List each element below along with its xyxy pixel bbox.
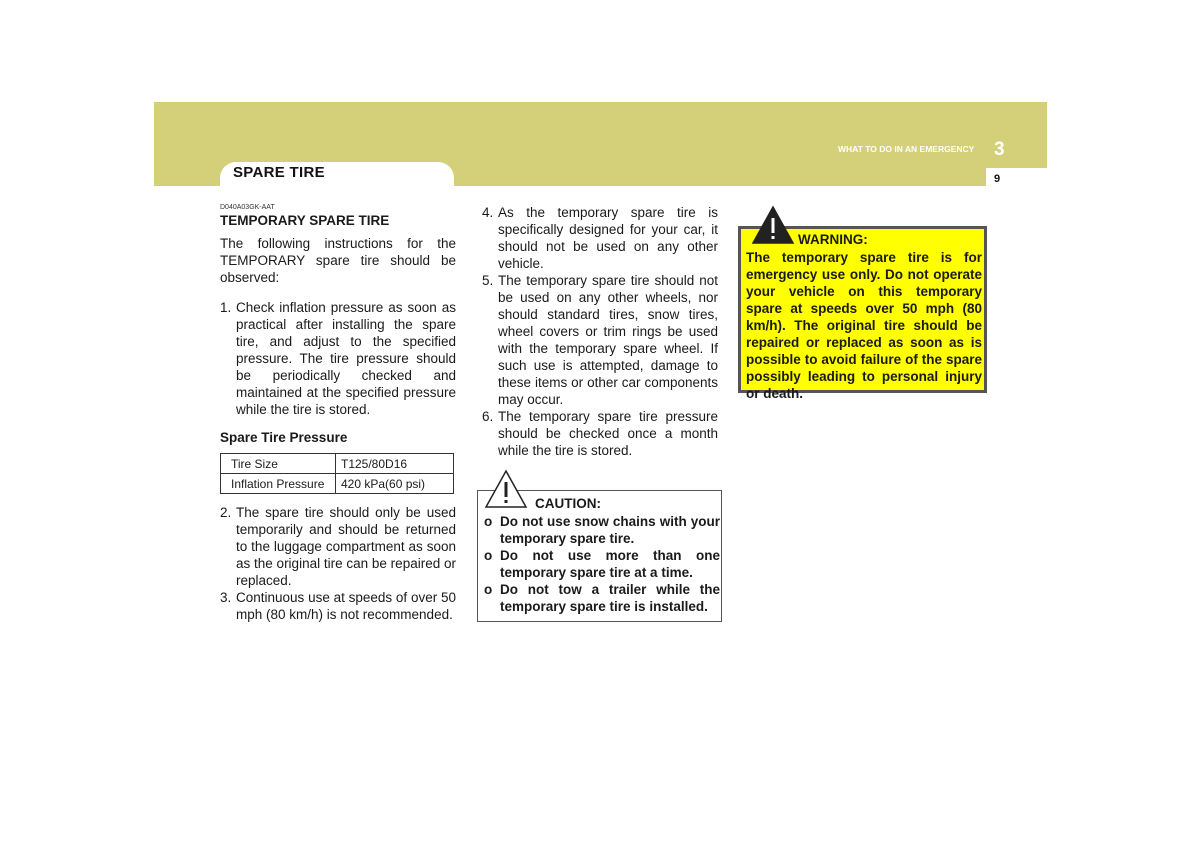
spare-tire-pressure-table xyxy=(220,453,454,494)
warning-title: WARNING: xyxy=(798,232,868,247)
table-cell-value: 420 kPa(60 psi) xyxy=(336,474,454,494)
section-title: SPARE TIRE xyxy=(233,164,325,181)
caution-item-text: Do not use more than one temporary spare tire at a time. xyxy=(500,548,720,580)
warning-triangle-icon xyxy=(484,469,528,509)
middle-column xyxy=(482,204,718,459)
spare-tire-pressure-heading: Spare Tire Pressure xyxy=(220,430,348,445)
instruction-item xyxy=(482,272,718,408)
instruction-item xyxy=(220,589,456,623)
instruction-item xyxy=(220,299,456,418)
item-text: As the temporary spare tire is specifically designed for your car, it should not be used on any other vehicle. xyxy=(498,205,718,271)
caution-list xyxy=(484,513,720,615)
table-row xyxy=(221,454,454,474)
intro-paragraph: The following instructions for the TEMPORARY spare tire should be observed: xyxy=(220,236,456,285)
warning-text: The temporary spare tire is for emergency use only. Do not operate your vehicle on this temporary spare at speeds over 50 mph (80 km/h). The original tire should be repaired or replaced as soon as is possible to avoid failure of the spare possibly leading to personal injury or death. xyxy=(746,250,982,401)
caution-box xyxy=(477,490,722,622)
instruction-item xyxy=(220,504,456,589)
temporary-spare-tire-heading: TEMPORARY SPARE TIRE xyxy=(220,213,390,228)
item-text: Check inflation pressure as soon as practical after installing the spare tire, and adjust to the specified pressure. The tire pressure should be periodically checked and maintained at the specified pressure while the tire is stored. xyxy=(236,300,456,417)
item-number: 2. xyxy=(220,505,232,520)
table-cell-label: Tire Size xyxy=(221,454,336,474)
item-number: 3. xyxy=(220,590,232,605)
bullet: o xyxy=(484,514,493,529)
item-number: 5. xyxy=(482,273,494,288)
warning-box xyxy=(738,226,987,401)
table-cell-label: Inflation Pressure xyxy=(221,474,336,494)
item-text: The temporary spare tire pressure should be checked once a month while the tire is stored. xyxy=(498,409,718,458)
document-code: D040A03GK-AAT xyxy=(220,204,275,211)
bullet: o xyxy=(484,548,493,563)
table-row xyxy=(221,474,454,494)
warning-triangle-icon xyxy=(751,205,795,245)
table-cell-value: T125/80D16 xyxy=(336,454,454,474)
caution-title: CAUTION: xyxy=(535,496,601,511)
item-text: Continuous use at speeds of over 50 mph (80 km/h) is not recommended. xyxy=(236,590,456,622)
caution-item-text: Do not use snow chains with your temporary spare tire. xyxy=(500,514,720,546)
item-text: The spare tire should only be used temporarily and should be returned to the luggage compartment as soon as the original tire can be repaired or replaced. xyxy=(236,505,456,588)
item-number: 6. xyxy=(482,409,494,424)
instruction-item xyxy=(482,204,718,272)
item-number: 1. xyxy=(220,300,232,315)
caution-item xyxy=(484,581,720,615)
caution-item xyxy=(484,547,720,581)
chapter-number: 3 xyxy=(994,139,1005,160)
page-number: 9 xyxy=(994,173,1001,185)
item-number: 4. xyxy=(482,205,494,220)
caution-item xyxy=(484,513,720,547)
caution-item-text: Do not tow a trailer while the temporary spare tire is installed. xyxy=(500,582,720,614)
item-text: The temporary spare tire should not be used on any other wheels, nor should standard tires, snow tires, wheel covers or trim rings be used with the temporary spare wheel. If such use is attempted, damage to these items or other car components may occur. xyxy=(498,273,718,407)
bullet: o xyxy=(484,582,493,597)
chapter-title: WHAT TO DO IN AN EMERGENCY xyxy=(838,144,975,154)
left-column xyxy=(220,203,456,623)
instruction-item xyxy=(482,408,718,459)
